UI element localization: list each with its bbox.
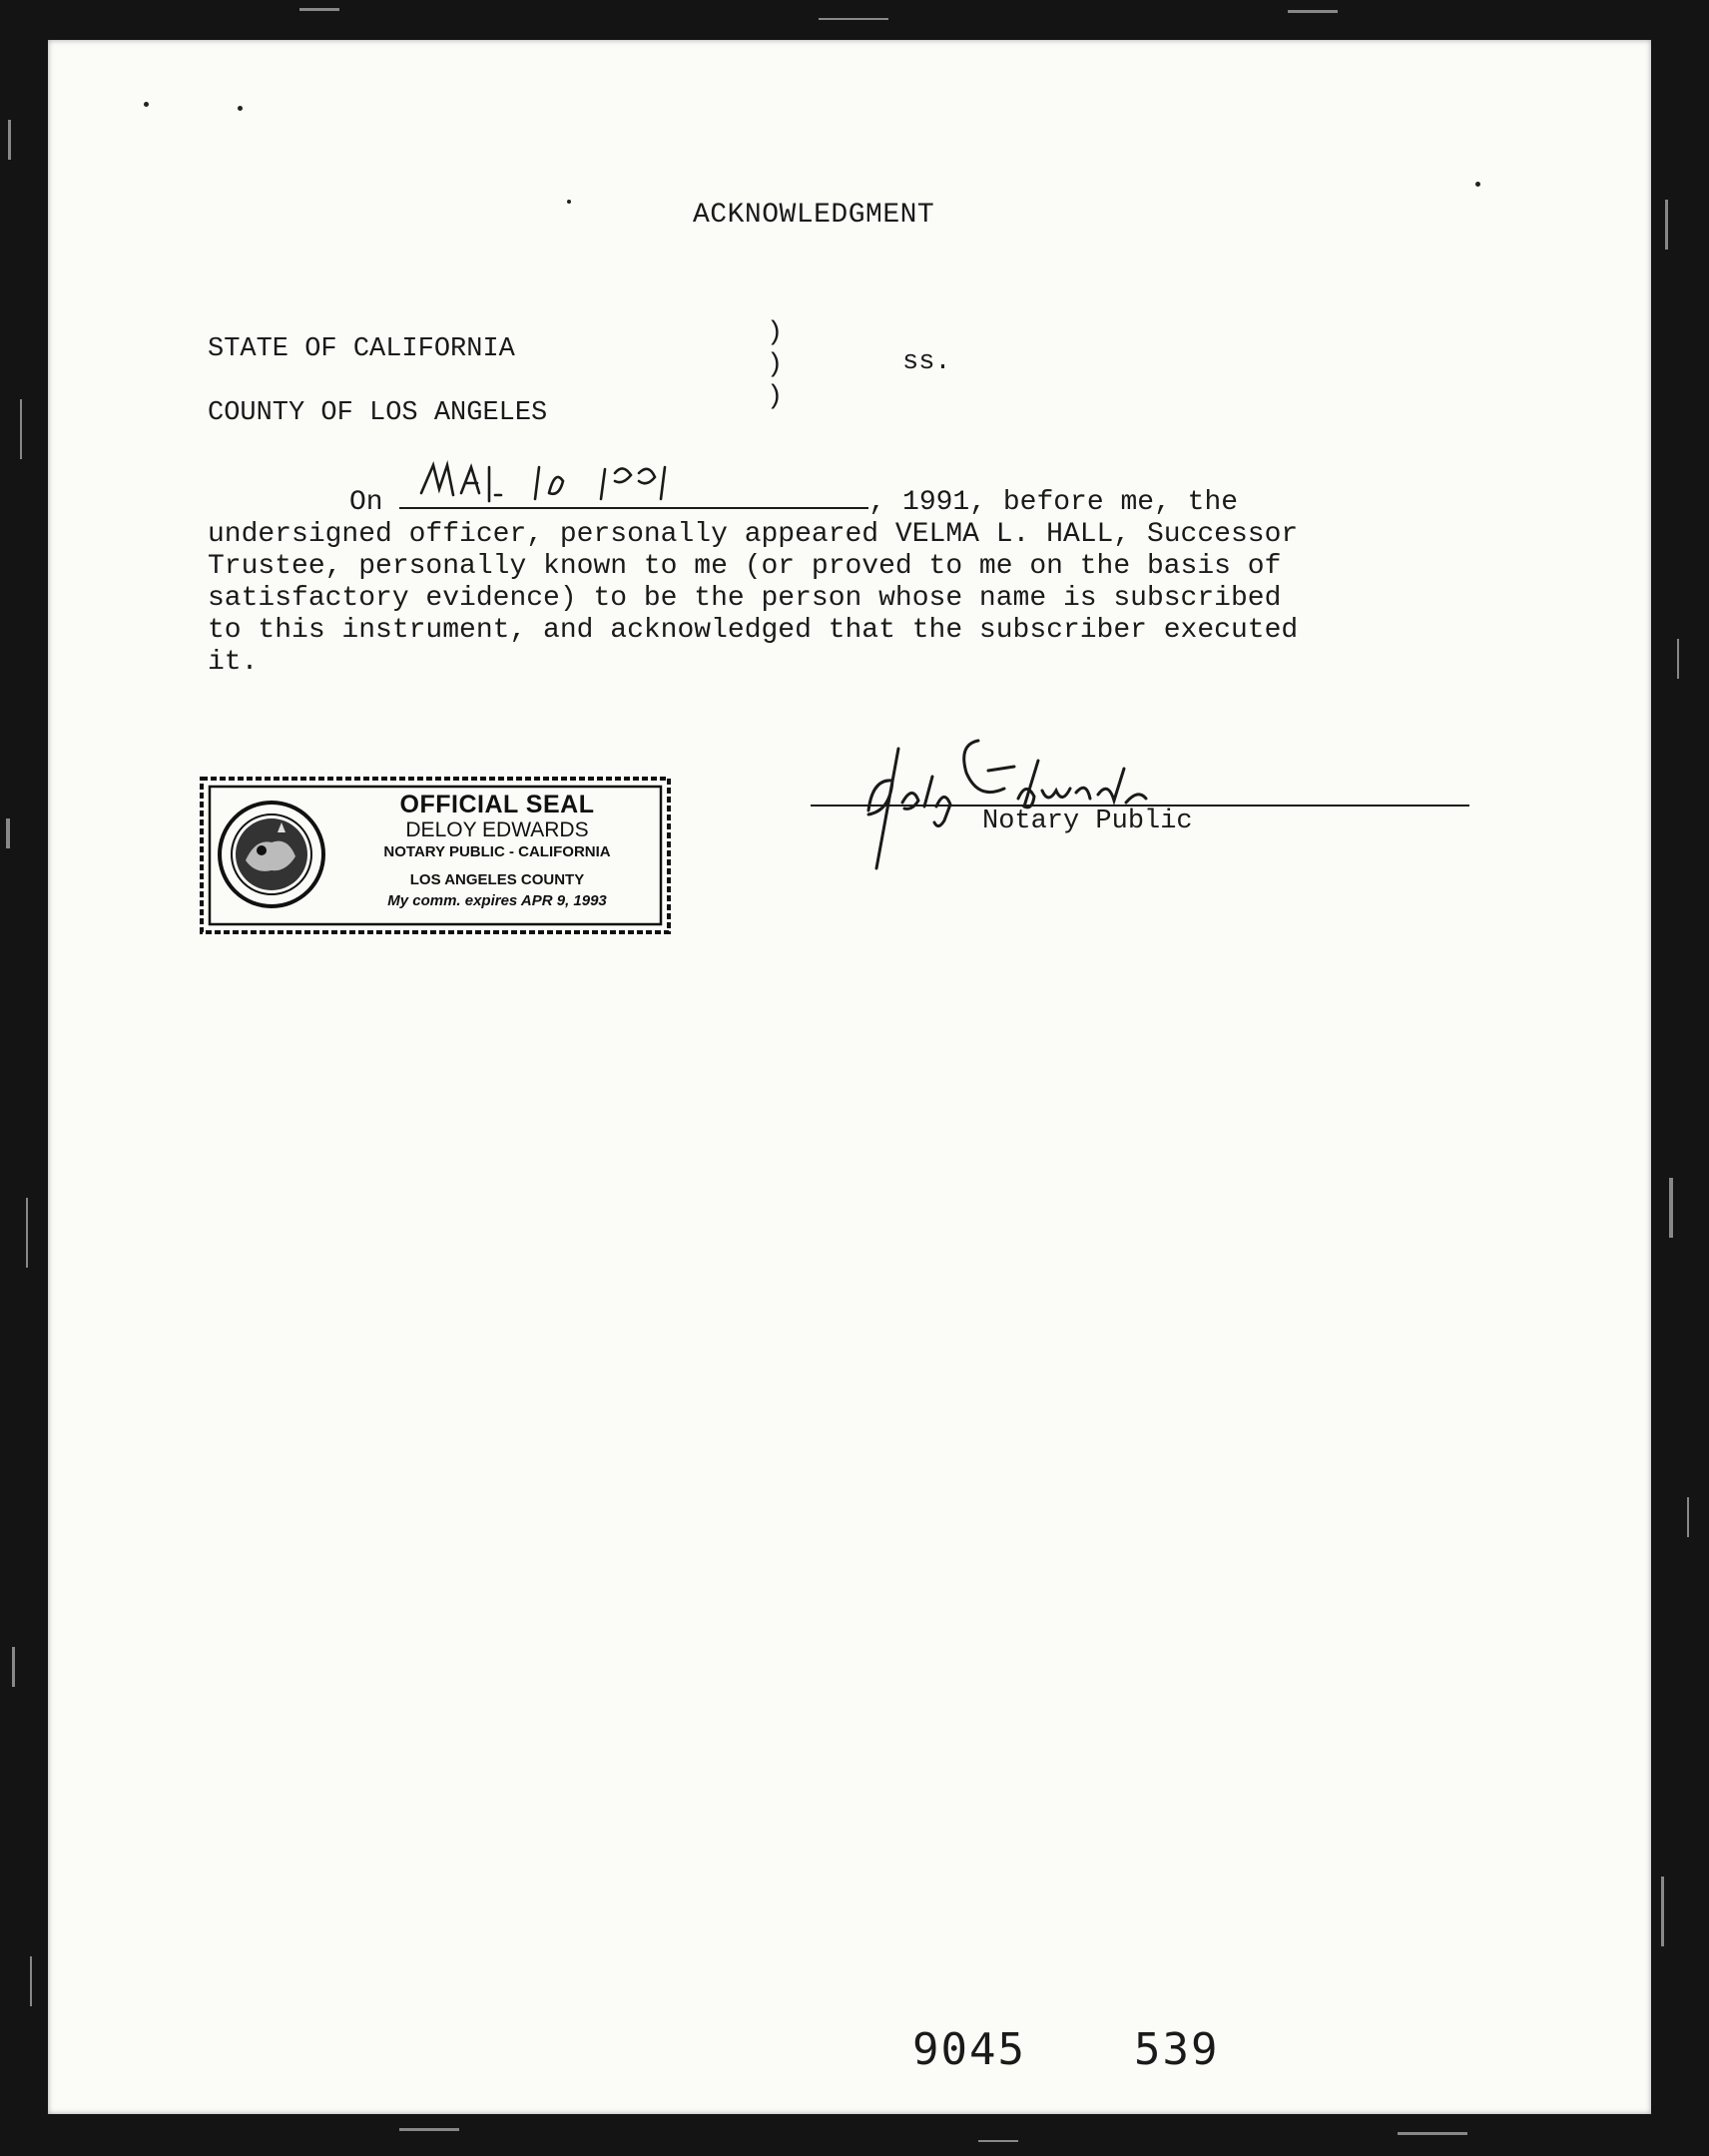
document-title: ACKNOWLEDGMENT — [693, 200, 935, 231]
date-suffix: , 1991, before me, the — [868, 487, 1239, 518]
body-text-rest: undersigned officer, personally appeared VELMA L. HALL, Successor Trustee, personally known to me (or proved to me on the basis of satisfactory evidence) to be the person whose name is subscribed to this instrument, and acknowledged that the subscriber executed it. — [208, 519, 1299, 678]
seal-text — [335, 791, 659, 910]
notary-signature — [829, 719, 1188, 878]
venue-brackets: ) ) ) — [767, 318, 784, 412]
venue-ss: ss. — [902, 347, 951, 377]
state-seal-emblem — [216, 799, 327, 910]
scan-speck — [1475, 182, 1480, 187]
seal-county: LOS ANGELES COUNTY — [409, 871, 585, 888]
seal-commission: NOTARY PUBLIC - CALIFORNIA — [383, 843, 611, 860]
document-number-primary: 9045 — [912, 2024, 1026, 2075]
document-number-secondary: 539 — [1133, 2024, 1220, 2075]
handwritten-date-ink — [409, 455, 829, 505]
handwritten-date — [399, 479, 868, 509]
scan-speck — [144, 102, 149, 107]
on-word: On — [349, 487, 383, 518]
venue-state: STATE OF CALIFORNIA — [208, 334, 515, 364]
scan-speck — [567, 200, 571, 204]
seal-title: OFFICIAL SEAL — [399, 791, 595, 818]
venue-block — [208, 317, 547, 445]
official-seal-stamp — [198, 775, 673, 936]
notary-public-label: Notary Public — [982, 807, 1193, 836]
seal-expiration: My comm. expires APR 9, 1993 — [387, 892, 607, 909]
seal-notary-name: DELOY EDWARDS — [405, 818, 589, 841]
acknowledgment-paragraph — [208, 479, 1535, 679]
venue-county: COUNTY OF LOS ANGELES — [208, 398, 548, 428]
scan-speck — [238, 106, 243, 111]
document-number — [912, 2024, 1219, 2075]
